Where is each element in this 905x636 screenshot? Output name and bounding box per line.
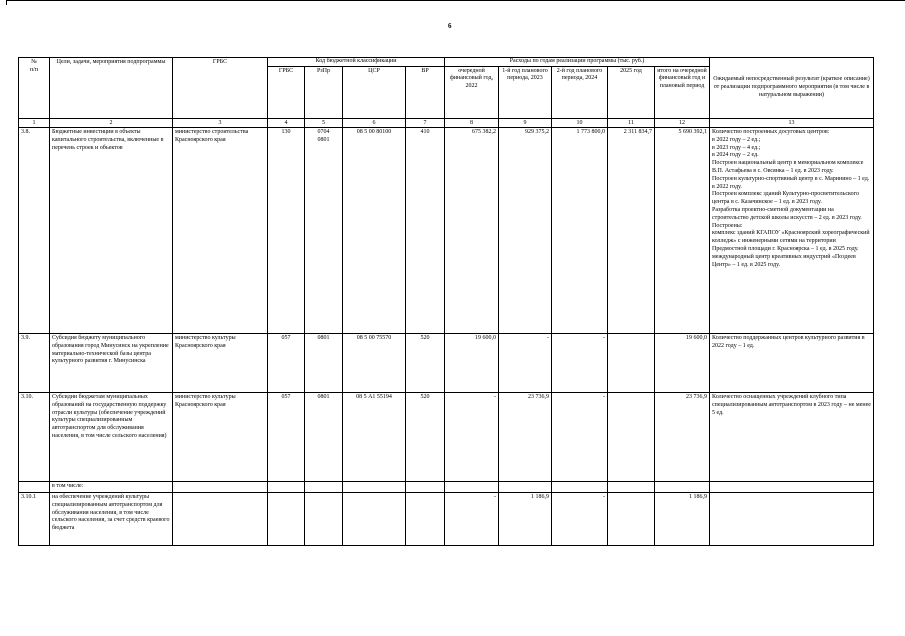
column-number: 8: [445, 119, 499, 128]
row-number: 3.10.1: [19, 493, 50, 546]
header-row-1: [19, 58, 874, 67]
header-code-csr: ЦСР: [343, 66, 406, 118]
row-total: 23 736,9: [655, 393, 710, 482]
header-grbs: ГРБС: [173, 58, 268, 119]
row-result: Количество построенных досуговых центров: в 2022 году – 2 ед.; в 2023 году – 4 ед.; в 2024 году – 2 ед. Построен национальный центр в мемориальном комплексе В.П. Астафьева в с. Овсянка – 1 ед. в 2023 году. Построен культурно-спортивный центр в с. Маринино – 1 ед. в 2022 году. Построен комплекс зданий Культурно-просветительского центра в с. Казачинское – 1 ед. в 2023 году. Разработка проектно-сметной документации на строительство детской школы искусств – 2 ед. в 2023 году. Построены: комплекс зданий КГАПОУ «Красноярский хореографический колледж» с инженерными сетями на территории Предмостной площади г. Красноярска – 1 ед. в 2025 году. международный центр креативных индустрий «Поздеев Центр» – 1 ед. в 2025 году.: [710, 128, 874, 334]
header-y-current: очередной финансовый год, 2022: [445, 66, 499, 118]
row-code-csr: [343, 482, 406, 493]
header-goals: Цели, задачи, мероприятия подпрограммы: [50, 58, 173, 119]
column-number: 10: [552, 119, 608, 128]
row-value-2022: 675 382,2: [445, 128, 499, 334]
row-number: 3.9.: [19, 334, 50, 393]
row-code-csr: 08 5 А1 55194: [343, 393, 406, 482]
row-value-2025: [608, 393, 655, 482]
page-top-border: [6, 0, 905, 5]
row-goal: Субсидия бюджету муниципального образования город Минусинск на укрепление материально-технической базы центра культурного развития г. Минусинска: [50, 334, 173, 393]
column-number: 9: [499, 119, 552, 128]
row-value-2023: [499, 482, 552, 493]
column-number: 13: [710, 119, 874, 128]
row-value-2022: -: [445, 393, 499, 482]
row-value-2022: -: [445, 493, 499, 546]
row-code-vr: 520: [406, 393, 445, 482]
header-y2: 2-й год планового периода, 2024: [552, 66, 608, 118]
row-grbs: министерство культуры Красноярского края: [173, 393, 268, 482]
column-number: 11: [608, 119, 655, 128]
header-code-vr: ВР: [406, 66, 445, 118]
row-code-grbs: [268, 493, 305, 546]
row-code-rzpr: 0704 0801: [305, 128, 343, 334]
table-row: [19, 334, 874, 393]
row-value-2025: 2 311 834,7: [608, 128, 655, 334]
program-table: [18, 57, 874, 546]
row-value-2024: -: [552, 334, 608, 393]
column-number: 6: [343, 119, 406, 128]
row-total: 19 600,0: [655, 334, 710, 393]
row-value-2023: 23 736,9: [499, 393, 552, 482]
row-code-rzpr: [305, 493, 343, 546]
row-total: 1 186,9: [655, 493, 710, 546]
column-number: 12: [655, 119, 710, 128]
row-value-2022: 19 600,0: [445, 334, 499, 393]
row-value-2023: 929 375,2: [499, 128, 552, 334]
row-value-2025: [608, 334, 655, 393]
row-total: 5 690 392,1: [655, 128, 710, 334]
row-code-vr: [406, 482, 445, 493]
row-value-2025: [608, 493, 655, 546]
row-value-2024: -: [552, 493, 608, 546]
row-grbs: министерство строительства Красноярского края: [173, 128, 268, 334]
column-number: 3: [173, 119, 268, 128]
table-row: [19, 393, 874, 482]
row-value-2024: -: [552, 393, 608, 482]
row-value-2024: [552, 482, 608, 493]
row-code-grbs: 057: [268, 393, 305, 482]
row-code-rzpr: 0801: [305, 393, 343, 482]
row-code-grbs: 130: [268, 128, 305, 334]
row-code-csr: 08 5 00 75570: [343, 334, 406, 393]
column-number: 5: [305, 119, 343, 128]
row-grbs: министерство культуры Красноярского края: [173, 334, 268, 393]
column-number: 1: [19, 119, 50, 128]
table-row: [19, 482, 874, 493]
row-result: Количество оснащенных учреждений клубного типа специализированным автотранспортом в 2023 году – не менее 5 ед.: [710, 393, 874, 482]
row-value-2023: 1 186,9: [499, 493, 552, 546]
row-number: 3.10.: [19, 393, 50, 482]
table-row: [19, 493, 874, 546]
row-value-2022: [445, 482, 499, 493]
row-code-csr: 08 5 00 80100: [343, 128, 406, 334]
row-code-vr: [406, 493, 445, 546]
header-y2025: 2025 год: [608, 66, 655, 118]
row-code-rzpr: [305, 482, 343, 493]
row-code-grbs: [268, 482, 305, 493]
row-goal: Бюджетные инвестиции в объекты капитального строительства, включенные в перечень строек и объектов: [50, 128, 173, 334]
row-number: [19, 482, 50, 493]
row-result: [710, 493, 874, 546]
column-numbers-row: [19, 119, 874, 128]
row-value-2024: 1 773 800,0: [552, 128, 608, 334]
header-total: итого на очередной финансовый год и плановый период: [655, 66, 710, 118]
row-value-2025: [608, 482, 655, 493]
row-result: [710, 482, 874, 493]
column-number: 7: [406, 119, 445, 128]
header-y1: 1-й год планового периода, 2023: [499, 66, 552, 118]
row-code-rzpr: 0801: [305, 334, 343, 393]
row-goal: на обеспечение учреждений культуры специализированным автотранспортом для обслуживания населения, в том числе сельского населения, за счет средств краевого бюджета: [50, 493, 173, 546]
row-number: 3.8.: [19, 128, 50, 334]
row-total: [655, 482, 710, 493]
table-row: [19, 128, 874, 334]
row-goal: в том числе:: [50, 482, 173, 493]
header-n: № п/п: [19, 58, 50, 119]
row-value-2023: -: [499, 334, 552, 393]
page-number: 6: [448, 22, 452, 30]
row-code-grbs: 057: [268, 334, 305, 393]
header-code-grbs: ГРБС: [268, 66, 305, 118]
row-result: Количество поддержанных центров культурного развития в 2022 году – 1 ед.: [710, 334, 874, 393]
column-number: 4: [268, 119, 305, 128]
row-goal: Субсидии бюджетам муниципальных образований на государственную поддержку отрасли культуры (обеспечение учреждений культуры специализированным автотранспортом для обслуживания населения, в том числе сельского населения): [50, 393, 173, 482]
row-code-csr: [343, 493, 406, 546]
row-code-vr: 520: [406, 334, 445, 393]
column-number: 2: [50, 119, 173, 128]
row-code-vr: 410: [406, 128, 445, 334]
row-grbs: [173, 493, 268, 546]
header-expenses-group: Расходы по годам реализации программы (тыс. руб.): [445, 58, 710, 67]
row-grbs: [173, 482, 268, 493]
header-result: Ожидаемый непосредственный результат (краткое описание) от реализации подпрограммного мероприятия (в том числе в натуральном выражении): [710, 58, 874, 119]
header-code-group: Код бюджетной классификации: [268, 58, 445, 67]
header-code-rzpr: РзПр: [305, 66, 343, 118]
